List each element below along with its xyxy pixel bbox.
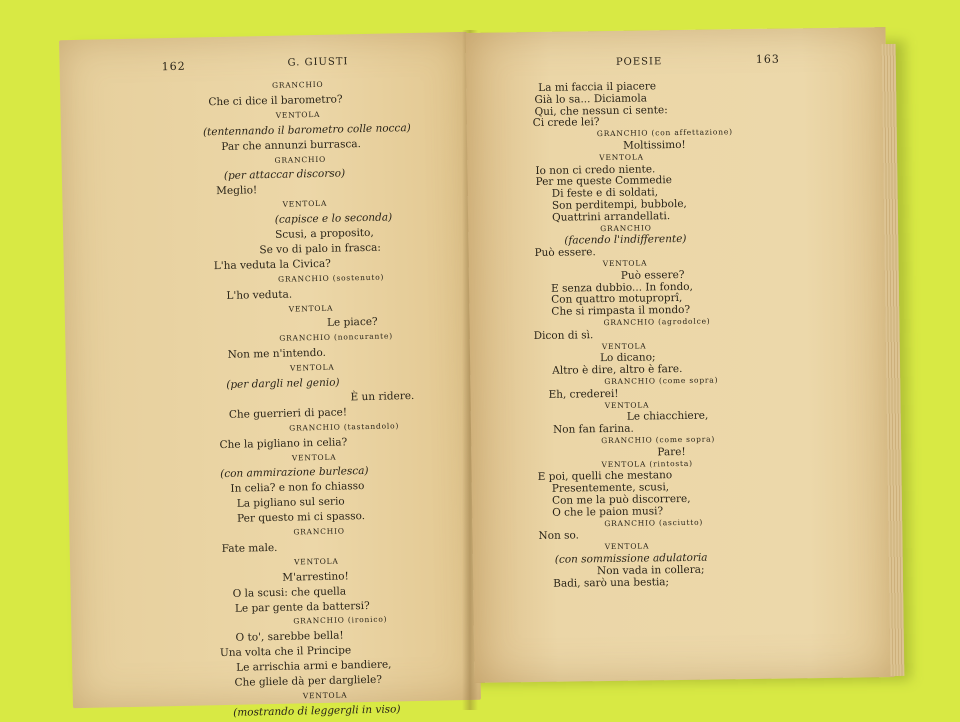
verse-line: Moltissimo! bbox=[622, 138, 686, 152]
speaker-name: VENTOLA bbox=[302, 690, 348, 701]
stage-direction: (mostrando di leggergli in viso) bbox=[233, 703, 401, 719]
stage-direction: (per attaccar discorso) bbox=[223, 167, 346, 183]
left-page-number: 162 bbox=[161, 59, 186, 74]
verse-line: Scusi, a proposito, bbox=[275, 226, 374, 241]
verse-line: Che la pigliano in celia? bbox=[219, 435, 348, 451]
verse-line: E senza dubbio... In fondo, bbox=[550, 280, 694, 295]
stage-direction: (capisce e lo seconda) bbox=[274, 211, 393, 226]
verse-line: L'ha veduta la Civica? bbox=[213, 257, 331, 272]
speaker-name: GRANCHIO (con affettazione) bbox=[596, 127, 733, 139]
verse-line: Dicon di sì. bbox=[533, 329, 594, 342]
verse-line: Son perditempi, bubbole, bbox=[551, 197, 687, 212]
speaker-name: GRANCHIO (ironico) bbox=[293, 614, 388, 626]
verse-line: Già lo sa... Diciamola bbox=[534, 92, 648, 106]
stage-direction: (con ammirazione burlesca) bbox=[220, 465, 369, 481]
verse-line: O to', sarebbe bella! bbox=[235, 629, 344, 645]
verse-line: Di feste e di soldati, bbox=[551, 186, 659, 200]
speaker-name: GRANCHIO (come sopra) bbox=[601, 434, 716, 446]
verse-line: Con me la può discorrere, bbox=[551, 492, 691, 507]
verse-line: Con quattro motuproprî, bbox=[551, 292, 683, 307]
speaker-name: VENTOLA bbox=[601, 341, 647, 351]
verse-line: Le piace? bbox=[326, 316, 378, 330]
speaker-name: VENTOLA bbox=[602, 258, 648, 269]
speaker-name: VENTOLA (rintosta) bbox=[601, 458, 693, 469]
verse-line: La pigliano sul serio bbox=[236, 495, 345, 510]
verse-line: Altro è dire, altro è fare. bbox=[552, 363, 683, 377]
verse-line: Qui, che nessun ci sente: bbox=[534, 103, 668, 118]
speaker-name: VENTOLA bbox=[604, 541, 650, 552]
verse-line: Per me queste Commedie bbox=[535, 174, 672, 189]
stage-direction: (facendo l'indifferente) bbox=[564, 233, 687, 247]
verse-line: L'ho veduta. bbox=[226, 288, 293, 302]
verse-line: O la scusi: che quella bbox=[232, 585, 347, 600]
verse-line: Quattrini arrandellati. bbox=[551, 209, 671, 224]
verse-line: Che si rimpasta il mondo? bbox=[551, 304, 691, 318]
verse-line: Non vada in collera; bbox=[596, 563, 705, 577]
speaker-name: GRANCHIO bbox=[600, 222, 652, 233]
speaker-name: VENTOLA bbox=[293, 556, 339, 567]
verse-line: La mi faccia il piacere bbox=[538, 80, 657, 94]
verse-line: Può essere. bbox=[534, 246, 596, 260]
speaker-name: VENTOLA bbox=[291, 452, 337, 463]
verse-line: O che le paion musi? bbox=[552, 505, 664, 519]
verse-line: È un ridere. bbox=[350, 389, 415, 404]
speaker-name: GRANCHIO (come sopra) bbox=[604, 375, 719, 387]
verse-line: Non me n'intendo. bbox=[227, 347, 327, 362]
right-page bbox=[465, 27, 894, 683]
speaker-name: VENTOLA bbox=[604, 400, 650, 410]
verse-line: Badi, sarò una bestia; bbox=[553, 575, 670, 590]
verse-line: Le chiacchiere, bbox=[626, 410, 709, 424]
right-running-head: POESIE bbox=[615, 56, 663, 68]
verse-line: Presentemente, scusi, bbox=[551, 481, 670, 495]
speaker-name: GRANCHIO (agrodolce) bbox=[603, 316, 711, 328]
verse-line: Ci crede lei? bbox=[532, 116, 600, 130]
verse-line: Le arrischia armi e bandiere, bbox=[236, 658, 392, 674]
left-page bbox=[59, 32, 481, 719]
verse-line: Fate male. bbox=[221, 541, 278, 555]
speaker-name: VENTOLA bbox=[275, 109, 321, 120]
verse-line: Una volta che il Principe bbox=[219, 644, 352, 660]
speaker-name: VENTOLA bbox=[289, 362, 335, 373]
speaker-name: VENTOLA bbox=[599, 152, 644, 162]
verse-line: Lo dicano; bbox=[599, 351, 656, 365]
speaker-name: GRANCHIO bbox=[274, 154, 327, 165]
verse-line: Meglio! bbox=[216, 184, 258, 198]
verse-line: Pare! bbox=[657, 445, 686, 459]
verse-line: Par che annunzi burrasca. bbox=[221, 137, 361, 153]
verse-line: Che guerrieri di pace! bbox=[228, 406, 348, 421]
speaker-name: GRANCHIO (noncurante) bbox=[279, 331, 394, 344]
verse-line: Io non ci credo niente. bbox=[535, 162, 656, 177]
verse-line: Se vo di palo in frasca: bbox=[259, 241, 382, 257]
speaker-name: VENTOLA bbox=[282, 198, 328, 209]
speaker-name: GRANCHIO (tastandolo) bbox=[289, 420, 400, 433]
speaker-name: VENTOLA bbox=[288, 303, 334, 314]
speaker-name: GRANCHIO bbox=[293, 526, 345, 537]
verse-line: In celia? e non fo chiasso bbox=[230, 480, 365, 496]
stage-direction: (tentennando il barometro colle nocca) bbox=[202, 121, 411, 139]
left-running-head: G. GIUSTI bbox=[287, 56, 349, 69]
verse-line: Può essere? bbox=[620, 268, 685, 282]
speaker-name: GRANCHIO bbox=[271, 79, 324, 90]
verse-line: Le par gente da battersi? bbox=[234, 599, 370, 615]
verse-line: Per questo mi ci spasso. bbox=[236, 510, 366, 525]
verse-line: Che ci dice il barometro? bbox=[208, 93, 343, 109]
verse-line: M'arrestino! bbox=[282, 570, 349, 584]
stage-direction: (per dargli nel genio) bbox=[226, 376, 340, 391]
verse-line: Non fan farina. bbox=[552, 422, 634, 436]
stage-direction: (con sommissione adulatoria bbox=[554, 551, 708, 566]
verse-line: E poi, quelli che mestano bbox=[537, 469, 673, 484]
verse-line: Eh, crederei! bbox=[548, 387, 619, 401]
verse-line: Non so. bbox=[538, 529, 580, 543]
speaker-name: GRANCHIO (sostenuto) bbox=[278, 272, 385, 284]
verse-line: Che gliele dà per dargliele? bbox=[234, 673, 383, 689]
right-page-number: 163 bbox=[755, 52, 780, 66]
speaker-name: GRANCHIO (asciutto) bbox=[604, 517, 704, 528]
